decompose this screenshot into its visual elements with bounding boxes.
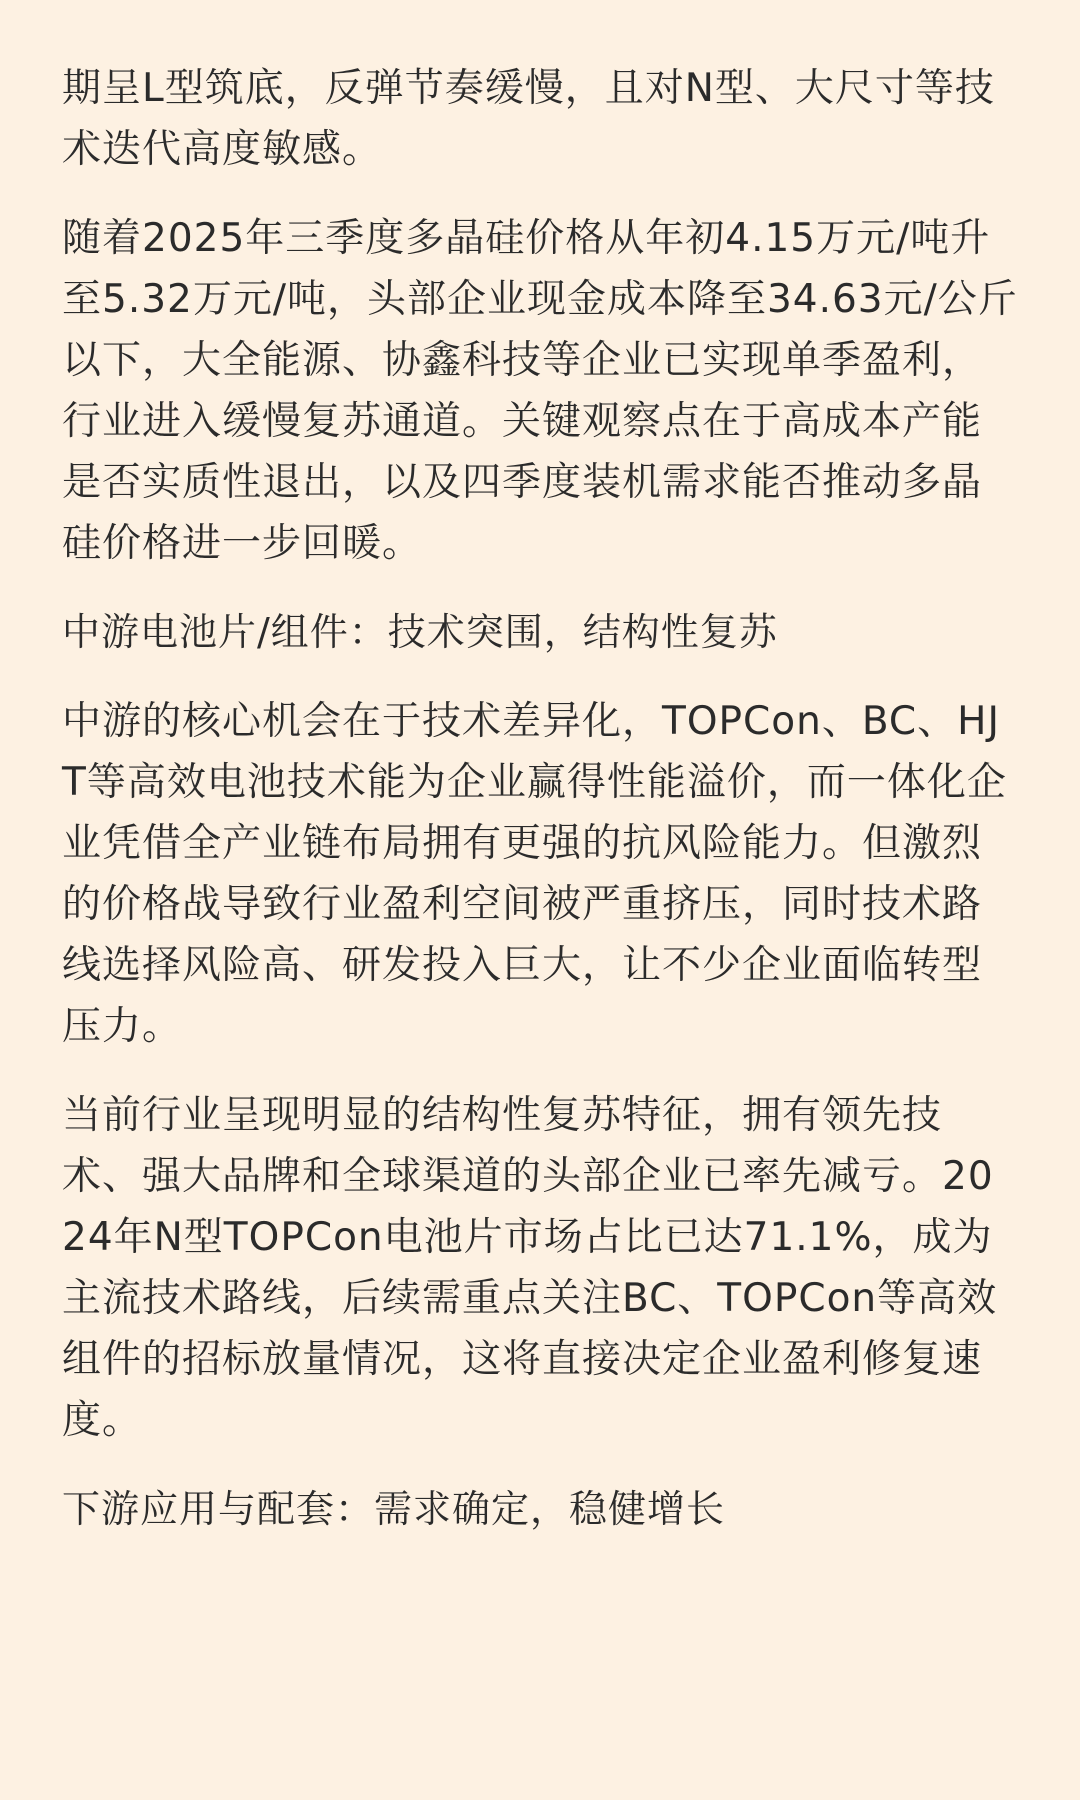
section-heading-downstream: 下游应用与配套：需求确定，稳健增长 bbox=[62, 1487, 726, 1531]
paragraph-polysilicon-price: 随着2025年三季度多晶硅价格从年初4.15万元/吨升至5.32万元/吨，头部企业现金成本降至34.63元/公斤以下，大全能源、协鑫科技等企业已实现单季盈利，行业进入缓慢复苏通道。关键观察点在于高成本产能是否实质性退出，以及四季度装机需求能否推动多晶硅价格进一步回暖。 bbox=[62, 216, 1018, 566]
section-heading-midstream: 中游电池片/组件：技术突围，结构性复苏 bbox=[62, 610, 778, 654]
paragraph-upstream-cycle: 期呈L型筑底，反弹节奏缓慢，且对N型、大尺寸等技术迭代高度敏感。 bbox=[62, 66, 995, 172]
paragraph-structural-recovery: 当前行业呈现明显的结构性复苏特征，拥有领先技术、强大品牌和全球渠道的头部企业已率先减亏。2024年N型TOPCon电池片市场占比已达71.1%，成为主流技术路线，后续需重点关注BC、TOPCon等高效组件的招标放量情况，这将直接决定企业盈利修复速度。 bbox=[62, 1093, 998, 1443]
paragraph-midstream-opportunity: 中游的核心机会在于技术差异化，TOPCon、BC、HJT等高效电池技术能为企业赢得性能溢价，而一体化企业凭借全产业链布局拥有更强的抗风险能力。但激烈的价格战导致行业盈利空间被严重挤压，同时技术路线选择风险高、研发投入巨大，让不少企业面临转型压力。 bbox=[62, 699, 1007, 1049]
